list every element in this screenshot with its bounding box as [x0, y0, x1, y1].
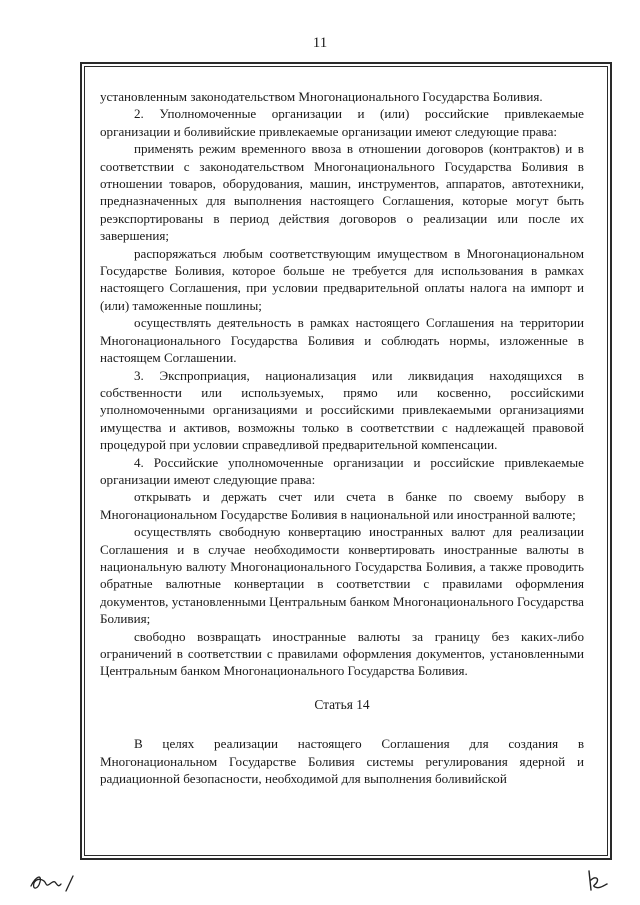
- article-14-paragraph: В целях реализации настоящего Соглашения для создания в Многонациональном Государстве Боливия системы регулирования ядерной и радиационной безопасности, необходимой для выполнения боливийской: [100, 736, 584, 787]
- clause-2-item-dispose-property: распоряжаться любым соответствующим имуществом в Многонациональном Государстве Боливия, которое больше не требуется для использования в рамках настоящего Соглашения, при условии предварительной оплаты налога на импорт и (или) таможенные пошлины;: [100, 245, 584, 313]
- article-heading: Статья 14: [314, 696, 370, 712]
- initials-signature-right: [583, 868, 613, 894]
- clause-2-item-temporary-import: применять режим временного ввоза в отношении договоров (контрактов) и в соответствии с законодательством Многонационального Государства Боливия в отношении товаров, оборудования, машин, инструментов, аппаратов, автотехники, предназначенных для выполнения настоящего Соглашения, которые могут быть реэкспортированы в период действия договоров о реализации или после их завершения;: [100, 141, 584, 244]
- page-number: 11: [312, 35, 328, 51]
- paragraph-continuation: установленным законодательством Многонационального Государства Боливия.: [100, 89, 543, 104]
- clause-2: 2. Уполномоченные организации и (или) российские привлекаемые организации и боливийские привлекаемые организации имеют следующие права:: [100, 106, 584, 139]
- clause-3: 3. Экспроприация, национализация или ликвидация находящихся в собственности или используемых, прямо или косвенно, российскими уполномоченными организациями и российскими привлекаемыми организациями имущества и активов, возможны только в соответствии с надлежащей правовой процедурой при условии справедливой предварительной компенсации.: [100, 367, 584, 453]
- clause-4-item-bank-account: открывать и держать счет или счета в банке по своему выбору в Многонациональном Государстве Боливия в национальной или иностранной валюте;: [100, 489, 584, 522]
- initials-signature-left: [28, 870, 78, 894]
- clause-4: 4. Российские уполномоченные организации и российские привлекаемые организации имеют следующие права:: [100, 454, 584, 487]
- document-body: [100, 88, 584, 787]
- clause-4-item-repatriation: свободно возвращать иностранные валюты за границу без каких-либо ограничений в соответствии с правилами оформления документов, установленными Центральным банком Многонационального Государства Боливия.: [100, 628, 584, 679]
- clause-4-item-conversion: осуществлять свободную конвертацию иностранных валют для реализации Соглашения и в случае необходимости конвертировать иностранные валюты в национальную валюту Многонационального Государства Боливия, а также проводить обратные валютные конвертации в соответствии с правилами оформления документов, установленными Центральным банком Многонационального Государства Боливия;: [100, 524, 584, 627]
- clause-2-item-activity: осуществлять деятельность в рамках настоящего Соглашения на территории Многонационального Государства Боливия и соблюдать нормы, изложенные в настоящем Соглашении.: [100, 315, 584, 366]
